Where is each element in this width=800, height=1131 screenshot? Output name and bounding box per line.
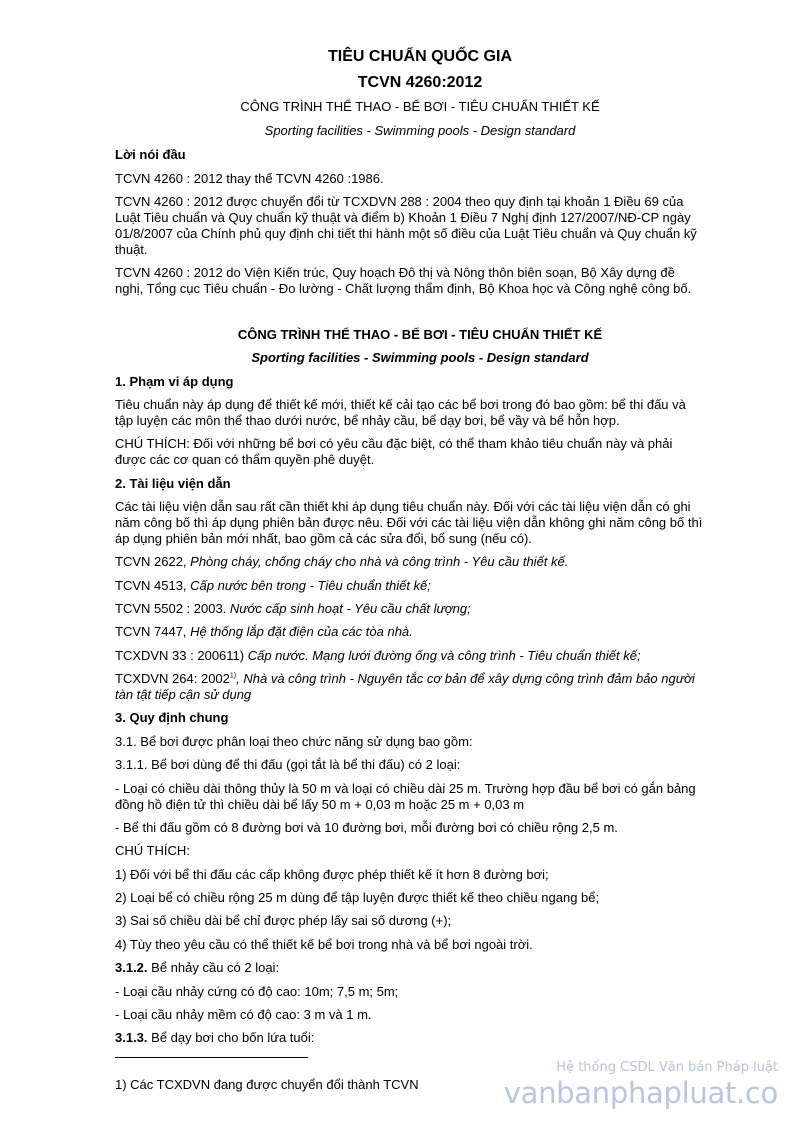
reference-title: Cấp nước bên trong - Tiêu chuẩn thiết kế; [190,578,431,593]
foreword-paragraph-3-line-1: TCVN 4260 : 2012 do Viện Kiến trúc, Quy hoạch Đô thị và Nông thôn biên soạn, Bộ Xây dựng đề [115,265,675,280]
clause-3-1: 3.1. Bể bơi được phân loại theo chức năng sử dụng bao gồm: [115,734,473,749]
clause-number: 3.1.3. [115,1030,148,1045]
section-3-note-2: 2) Loại bể có chiều rộng 25 m dùng để tập luyện được thiết kế theo chiều ngang bể; [115,890,600,905]
reference-code: TCXDVN 33 : 200611) [115,648,248,663]
reference-title: Hệ thống lắp đặt điện của các tòa nhà. [190,624,413,639]
section-1-note-line-2: được các cơ quan có thẩm quyền phê duyệt. [115,452,375,467]
diving-board-springboard: - Loại cầu nhảy mềm có độ cao: 3 m và 1 m. [115,1007,372,1022]
standard-code: TCVN 4260:2012 [357,74,483,91]
clause-3-1-1: 3.1.1. Bể bơi dùng để thi đấu (gọi tắt là bể thi đấu) có 2 loại: [115,757,461,772]
foreword-paragraph-2-line-2: Luật Tiêu chuẩn và Quy chuẩn kỹ thuật và điểm b) Khoản 1 Điều 7 Nghị định 127/2007/NĐ-CP ngày [115,210,691,225]
site-watermark [504,1060,778,1110]
clause-text: Bể dạy bơi cho bốn lứa tuổi: [147,1030,315,1045]
watermark-line-1: Hệ thống CSDL Văn bản Pháp luật [556,1060,778,1075]
section-3-heading: 3. Quy định chung [115,710,229,725]
section-3-note-4: 4) Tùy theo yêu cầu có thể thiết kế bể bơi trong nhà và bể bơi ngoài trời. [115,937,533,952]
pool-length-line-2: đồng hồ điện tử thì chiều dài bể lấy 50 m + 0,03 m hoặc 25 m + 0,03 m [115,797,525,812]
foreword-heading: Lời nói đầu [115,147,186,162]
section-2-intro-line-3: áp dụng phiên bản mới nhất, bao gồm cả các sửa đổi, bổ sung (nếu có). [115,531,532,546]
clause-text: Bể nhảy cầu có 2 loại: [147,960,280,975]
foreword-paragraph-1: TCVN 4260 : 2012 thay thế TCVN 4260 :1986. [115,171,384,186]
section-1-paragraph-line-2: tập luyện các môn thể thao dưới nước, bể nhảy cầu, bể dạy bơi, bể vầy và bể hỗn hợp. [115,413,620,428]
reference-code: TCVN 4513, [115,578,191,593]
reference-title: , Nhà và công trình - Nguyên tắc cơ bản để xây dựng công trình đảm bảo người [236,671,695,686]
reference-title: Nước cấp sinh hoạt - Yêu cầu chất lượng; [229,601,471,616]
reference-title: Phòng cháy, chống cháy cho nhà và công trình - Yêu cầu thiết kế. [190,554,569,569]
document-subtitle-en: Sporting facilities - Swimming pools - Design standard [264,123,576,138]
reference-code: TCVN 5502 : 2003. [115,601,230,616]
pool-length-line-1: - Loại có chiều dài thông thủy là 50 m và loại có chiều dài 25 m. Trường hợp đầu bể bơi có gắn bảng [115,781,696,796]
section-2-intro-line-2: năm công bố thì áp dụng phiên bản được nêu. Đối với các tài liệu viện dẫn không ghi năm công bố thì [115,515,703,530]
reference-item [115,601,725,617]
reference-item [115,578,725,594]
foreword-paragraph-2-line-4: thuật. [115,242,148,257]
section-1-heading: 1. Phạm vi áp dụng [115,374,234,389]
document-title: TIÊU CHUẨN QUỐC GIA [328,48,512,65]
foreword-paragraph-2-line-3: 01/8/2007 của Chính phủ quy định chi tiết thi hành một số điều của Luật Tiêu chuẩn và Quy chuẩn kỹ [115,226,697,241]
body-title: CÔNG TRÌNH THỂ THAO - BỂ BƠI - TIÊU CHUẨN THIẾT KẾ [237,327,603,342]
section-3-note-label: CHÚ THÍCH: [115,843,190,858]
reference-code: TCXDVN 264: 2002 [115,671,230,686]
footnote-divider [115,1057,308,1058]
foreword-paragraph-3-line-2: nghị, Tổng cục Tiêu chuẩn - Đo lường - Chất lượng thẩm định, Bộ Khoa học và Công nghệ công bố. [115,281,692,296]
reference-item-6-line-1 [115,671,725,687]
reference-code: TCVN 2622, [115,554,191,569]
reference-code: TCVN 7447, [115,624,191,639]
watermark-line-2: vanbanphapluat.co [503,1076,778,1110]
diving-board-rigid: - Loại cầu nhảy cứng có độ cao: 10m; 7,5 m; 5m; [115,984,399,999]
footnote: 1) Các TCXDVN đang được chuyển đổi thành TCVN [115,1077,419,1092]
foreword-paragraph-2-line-1: TCVN 4260 : 2012 được chuyển đổi từ TCXDVN 288 : 2004 theo quy định tại khoản 1 Điều 69 của [115,194,684,209]
reference-item [115,554,725,570]
section-3-note-1: 1) Đối với bể thi đấu các cấp không được phép thiết kế ít hơn 8 đường bơi; [115,867,549,882]
section-1-note-line-1: CHÚ THÍCH: Đối với những bể bơi có yêu cầu đặc biệt, có thể tham khảo tiêu chuẩn này và phải [115,436,673,451]
reference-title: Cấp nước. Mạng lưới đường ống và công trình - Tiêu chuẩn thiết kế; [247,648,641,663]
pool-lanes: - Bể thi đấu gồm có 8 đường bơi và 10 đường bơi, mỗi đường bơi có chiều rộng 2,5 m. [115,820,618,835]
reference-item [115,648,725,664]
section-2-heading: 2. Tài liệu viện dẫn [115,476,231,491]
clause-3-1-2 [115,960,725,976]
section-3-note-3: 3) Sai số chiều dài bể chỉ được phép lấy sai số dương (+); [115,913,452,928]
clause-3-1-3 [115,1030,725,1046]
reference-item [115,624,725,640]
clause-number: 3.1.2. [115,960,148,975]
reference-item-6-line-2: tàn tật tiếp cận sử dụng [115,687,252,702]
document-subtitle: CÔNG TRÌNH THỂ THAO - BỂ BƠI - TIÊU CHUẨN THIẾT KẾ [240,99,600,114]
section-2-intro-line-1: Các tài liệu viện dẫn sau rất cần thiết khi áp dụng tiêu chuẩn này. Đối với các tài liệu viện dẫn có ghi [115,499,691,514]
footnote-marker: 1) [229,672,237,680]
section-1-paragraph-line-1: Tiêu chuẩn này áp dụng để thiết kế mới, thiết kế cải tạo các bể bơi trong đó bao gồm: bể thi đấu và [115,397,686,412]
body-title-en: Sporting facilities - Swimming pools - Design standard [251,350,589,365]
